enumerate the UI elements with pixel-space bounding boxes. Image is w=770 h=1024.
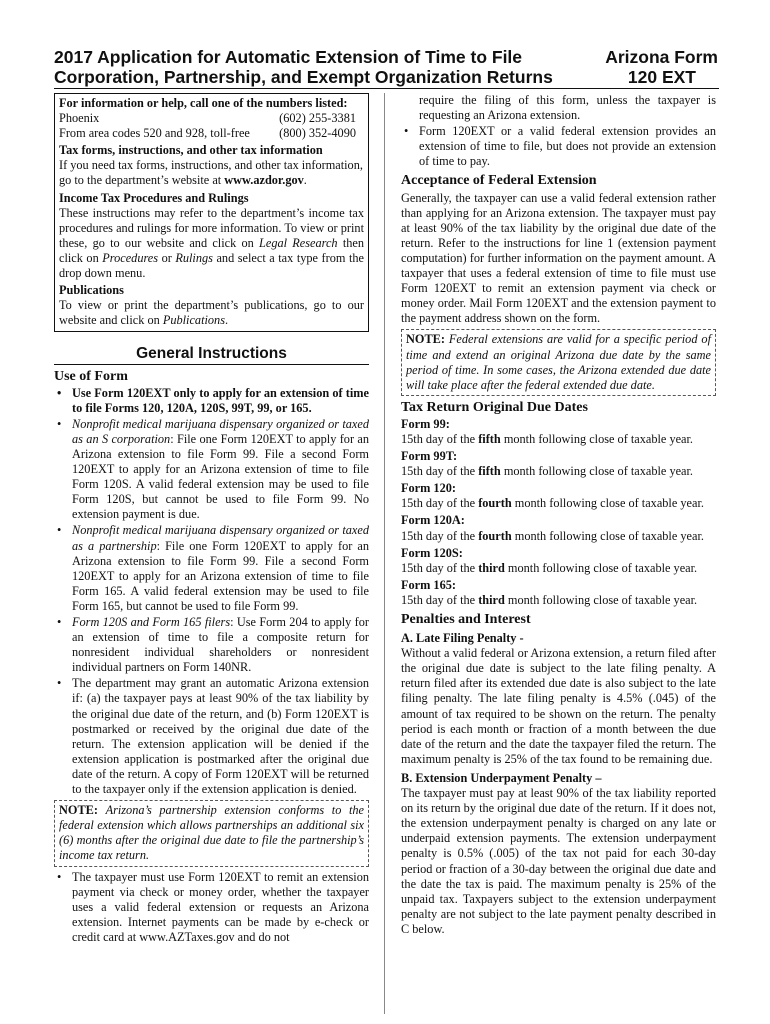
header-rule (54, 88, 719, 89)
partnership-note: NOTE: Arizona’s partnership extension conforms to the federal extension which allows partnerships an additional six (6) months after the original due date to file the partnership’s income tax return. (54, 800, 369, 866)
pubs-text: To view or print the department’s publications, go to our website and click on Publications. (59, 298, 364, 328)
form-subtitle: Corporation, Partnership, and Exempt Organization Returns (54, 67, 553, 87)
rulings-link[interactable]: Rulings (175, 250, 213, 265)
pubs-heading: Publications (59, 283, 124, 298)
phoenix-number: (602) 255-3381 (279, 111, 356, 126)
due-dates-list (401, 417, 716, 608)
publications-link[interactable]: Publications (162, 313, 225, 328)
phoenix-row (59, 111, 364, 126)
due-item: Form 99T: 15th day of the fifth month following close of taxable year. (401, 449, 693, 479)
tollfree-label: From area codes 520 and 928, toll-free (59, 126, 250, 141)
federal-extension-note: NOTE: Federal extensions are valid for a specific period of time and extend an original Arizona due date by the same period of time. In some cases, the Arizona extended due date will take place after the federal extended due date. (401, 329, 716, 395)
acceptance-heading: Acceptance of Federal Extension (401, 173, 597, 189)
underpayment-text: The taxpayer must pay at least 90% of the tax liability reported on its return by the original due date of the return. If it does not, the extension underpayment penalty is charged on any late or underpaid extension payments. The extension underpayment penalty is 0.5% (.005) of the tax not paid for each 30-day period or fraction of a 30-day between the original due date and the date the tax is paid. The maximum penalty is 25% of the unpaid tax. Taxpayers subject to the extension underpayment penalty are not subject to the late payment penalty described in C below. (401, 786, 716, 936)
due-item: Form 120: 15th day of the fourth month following close of taxable year. (401, 481, 704, 511)
penalties-heading: Penalties and Interest (401, 612, 531, 627)
due-item: Form 120S: 15th day of the third month following close of taxable year. (401, 545, 698, 575)
due-dates-heading: Tax Return Original Due Dates (401, 399, 588, 415)
tollfree-number: (800) 352-4090 (279, 126, 356, 141)
late-filing-heading: A. Late Filing Penalty - (401, 631, 524, 646)
continued-text: require the filing of this form, unless the taxpayer is requesting an Arizona extension. (419, 93, 716, 123)
general-instructions-title: General Instructions (54, 346, 369, 364)
due-item: Form 165: 15th day of the third month following close of taxable year. (401, 577, 698, 607)
due-item: Form 120A: 15th day of the fourth month following close of taxable year. (401, 513, 704, 543)
procedures-link[interactable]: Procedures (102, 250, 159, 265)
form-name: Arizona Form (605, 47, 718, 67)
forms-heading: Tax forms, instructions, and other tax information (59, 143, 323, 158)
list-item: • The department may grant an automatic Arizona extension if: (a) the taxpayer pays at least 90% of the tax liability by the original due date of the return, and (b) Form 120EXT is postmarked or received by the original due date of the return. The extension application will be denied if the extension application is postmarked after the original due date of the return. A copy of Form 120EXT will be returned to the taxpayer only if the extension application is denied. (54, 676, 369, 797)
tollfree-row (59, 126, 364, 141)
use-of-form-heading: Use of Form (54, 368, 128, 384)
forms-text: If you need tax forms, instructions, and other tax information, go to the department’s website at www.azdor.gov. (59, 158, 363, 188)
list-item: • Form 120S and Form 165 filers: Use Form 204 to apply for an extension of time to file a composite return for nonresident individual shareholders or nonresident individual partners on Form 140NR. (54, 615, 369, 675)
form-number: 120 EXT (627, 67, 696, 87)
help-heading: For information or help, call one of the numbers listed: (59, 96, 348, 110)
info-box (54, 93, 369, 332)
list-item: • Nonprofit medical marijuana dispensary organized or taxed as a partnership: File one Form 120EXT to apply for an Arizona extension to file Form 99. File a second Form 120EXT to apply for an Arizona extension of time to file Form 165. A valid federal extension may be used to file Form 165, but cannot be used to file Form 99. (54, 523, 369, 614)
list-item: • Use Form 120EXT only to apply for an extension of time to file Forms 120, 120A, 120S, 99T, 99, or 165. (54, 386, 369, 416)
rules-heading: Income Tax Procedures and Rulings (59, 190, 249, 205)
form-title: 2017 Application for Automatic Extension of Time to File (54, 47, 523, 67)
acceptance-text: Generally, the taxpayer can use a valid federal extension rather than applying for an Arizona extension. The taxpayer must pay at least 90% of the tax liability by the original due date of the return. Refer to the instructions for line 1 (extension payment computation) for further information on the payment amount. A taxpayer that uses a federal extension of time to file must use Form 120EXT to remit an extension payment via check or money order. Mail Form 120EXT and the extension payment to the payment address shown on the form. (401, 190, 716, 326)
phoenix-label: Phoenix (59, 111, 100, 126)
late-filing-text: Without a valid federal or Arizona extension, a return filed after the original due date is subject to the late filing penalty. A return filed after its extended due date is also subject to the late filing penalty. The late filing penalty is 4.5% (.045) of the amount of tax required to be shown on the return. The penalty period is each month or fraction of a month between the due date of the return and the date the taxpayer filed the return. The maximum penalty is 25% of the tax found to be remaining due. (401, 646, 716, 766)
legal-research-link[interactable]: Legal Research (259, 235, 338, 250)
due-item: Form 99: 15th day of the fifth month following close of taxable year. (401, 416, 693, 446)
list-item: • Nonprofit medical marijuana dispensary organized or taxed as an S corporation: File one Form 120EXT to apply for an Arizona extension to file Form 99. File a second Form 120EXT to apply for an Arizona extension of time to file Form 120S. A valid federal extension may be used to file Form 120S, but cannot be used to file Form 99. No extension payment is due. (54, 417, 369, 523)
underpayment-heading: B. Extension Underpayment Penalty – (401, 770, 602, 785)
list-item: • Form 120EXT or a valid federal extension provides an extension of time to file, but does not provide an extension of time to pay. (401, 124, 716, 169)
rules-text: These instructions may refer to the department’s income tax procedures and rulings for more information. To view or print these, go to our website and click on Legal Research then click on Procedures or Rulings and select a tax type from the drop down menu. (59, 205, 364, 281)
right-column (401, 93, 716, 937)
column-divider (384, 93, 385, 1014)
website-link[interactable]: www.azdor.gov (224, 173, 304, 188)
left-column (54, 93, 369, 946)
list-item: • The taxpayer must use Form 120EXT to remit an extension payment via check or money order, whether the taxpayer uses a valid federal extension or requests an Arizona extension. Internet payments can be made by e-check or credit card at www.AZTaxes.gov and do not (54, 870, 369, 945)
